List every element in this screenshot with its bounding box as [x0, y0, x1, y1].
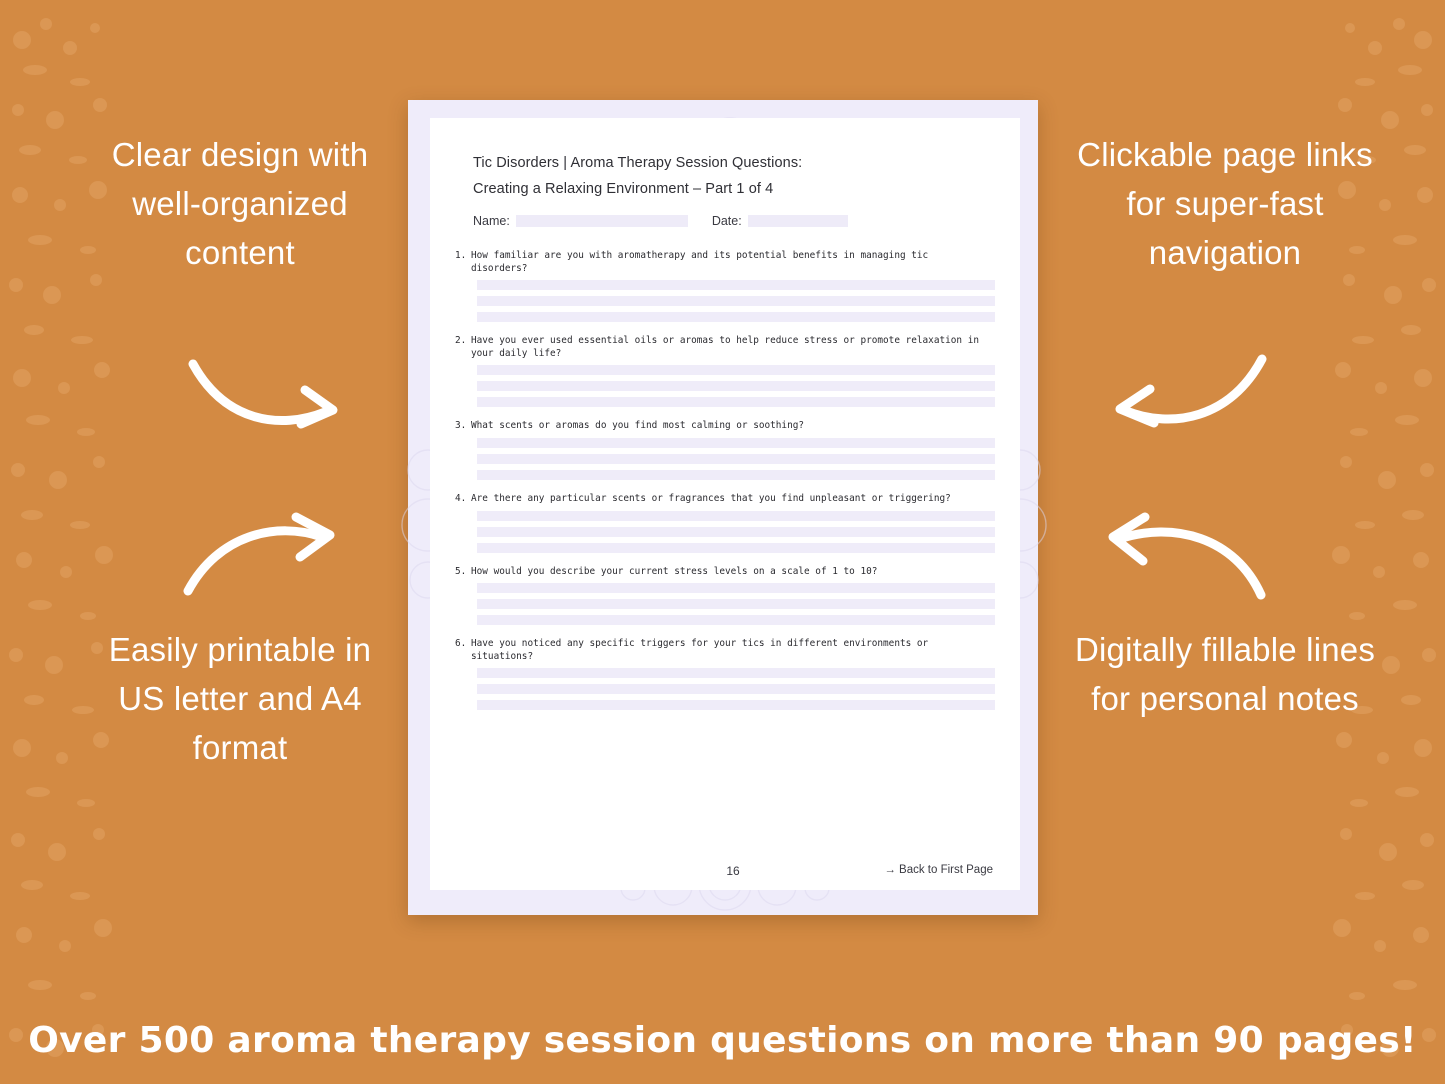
answer-line[interactable]: [477, 511, 995, 521]
back-to-first-page-link[interactable]: → Back to First Page: [884, 864, 993, 876]
date-group: [712, 214, 848, 228]
question-block: [455, 566, 995, 626]
question-text: Have you ever used essential oils or aromas to help reduce stress or promote relaxation in your daily life?: [471, 335, 979, 359]
name-input[interactable]: [516, 215, 688, 227]
question-number: 2.: [455, 335, 467, 347]
document-title-line1: Tic Disorders | Aroma Therapy Session Questions:: [473, 155, 803, 171]
answer-line[interactable]: [477, 583, 995, 593]
answer-line[interactable]: [477, 543, 995, 553]
question-text: Are there any particular scents or fragrances that you find unpleasant or triggering?: [471, 492, 951, 504]
answer-line[interactable]: [477, 454, 995, 464]
date-input[interactable]: [748, 215, 848, 227]
answer-line[interactable]: [477, 365, 995, 375]
question-block: [455, 420, 995, 480]
answer-line[interactable]: [477, 296, 995, 306]
bottom-banner: Over 500 aroma therapy session questions on more than 90 pages!: [28, 1020, 1417, 1061]
answer-line[interactable]: [477, 438, 995, 448]
question-row: [455, 250, 995, 275]
arrow-bottom-right-icon: [1095, 505, 1270, 610]
answer-line[interactable]: [477, 684, 995, 694]
answer-lines: [455, 438, 995, 480]
answer-line[interactable]: [477, 397, 995, 407]
caption-bottom-left: Easily printable in US letter and A4 format: [108, 631, 372, 766]
question-number: 3.: [455, 420, 467, 432]
answer-lines: [455, 583, 995, 625]
answer-lines: [455, 511, 995, 553]
name-label: Name:: [473, 214, 510, 228]
answer-line[interactable]: [477, 470, 995, 480]
question-number: 4.: [455, 492, 467, 504]
answer-lines: [455, 668, 995, 710]
question-text: How would you describe your current stress levels on a scale of 1 to 10?: [471, 565, 878, 577]
question-row: [455, 335, 995, 360]
question-block: [455, 493, 995, 553]
caption-top-left: Clear design with well-organized content: [111, 136, 369, 271]
date-label: Date:: [711, 214, 742, 228]
answer-line[interactable]: [477, 615, 995, 625]
answer-line[interactable]: [477, 668, 995, 678]
question-block: [455, 335, 995, 407]
answer-line[interactable]: [477, 700, 995, 710]
question-text: Have you noticed any specific triggers for your tics in different environments or situations?: [471, 638, 929, 662]
question-number: 6.: [455, 638, 467, 650]
document-title: [473, 150, 993, 202]
question-row: [455, 638, 995, 663]
arrow-top-left-icon: [185, 350, 355, 450]
answer-line[interactable]: [477, 312, 995, 322]
document-title-line2: Creating a Relaxing Environment – Part 1 of 4: [473, 181, 774, 197]
question-block: [455, 250, 995, 322]
question-number: 1.: [455, 250, 467, 261]
question-row: [455, 566, 995, 579]
arrow-bottom-left-icon: [180, 505, 350, 605]
question-text: What scents or aromas do you find most calming or soothing?: [471, 420, 805, 432]
answer-line[interactable]: [477, 527, 995, 537]
page-number: 16: [726, 864, 740, 878]
question-row: [455, 493, 995, 506]
name-date-row: [473, 214, 993, 228]
question-text: How familiar are you with aromatherapy and its potential benefits in managing tic disorders?: [471, 250, 929, 274]
answer-lines: [455, 365, 995, 407]
question-row: [455, 420, 995, 433]
arrow-top-right-icon: [1100, 345, 1270, 450]
answer-lines: [455, 280, 995, 322]
question-list: [455, 250, 995, 723]
caption-top-right: Clickable page links for super-fast navigation: [1077, 136, 1373, 271]
question-block: [455, 638, 995, 710]
answer-line[interactable]: [477, 599, 995, 609]
question-number: 5.: [455, 565, 467, 577]
caption-bottom-right: Digitally fillable lines for personal notes: [1074, 631, 1376, 717]
answer-line[interactable]: [477, 280, 995, 290]
answer-line[interactable]: [477, 381, 995, 391]
